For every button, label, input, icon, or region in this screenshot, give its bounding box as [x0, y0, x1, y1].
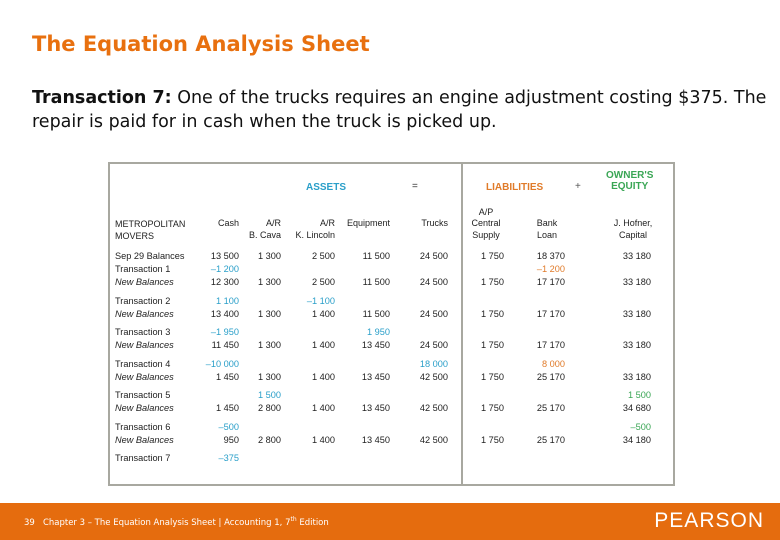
equals-sign: =	[412, 181, 418, 192]
assets-heading: ASSETS	[306, 182, 347, 193]
row-cell: –1 200	[536, 264, 565, 274]
row-cell: 13 450	[361, 434, 390, 445]
liabilities-heading: LIABILITIES	[486, 182, 544, 193]
row-cell: 25 170	[536, 403, 565, 413]
row-cell: 1 100	[216, 295, 239, 306]
row-cell: 24 500	[419, 251, 448, 261]
sheet-row	[110, 371, 673, 384]
row-cell: 950	[223, 434, 239, 445]
column-header-line: B. Cava	[248, 229, 281, 240]
column-header-line: Cash	[217, 218, 239, 228]
column-header-line: Capital	[618, 229, 647, 240]
row-cell: 42 500	[419, 403, 448, 413]
column-header	[330, 218, 390, 230]
row-label: Transaction 1	[115, 264, 171, 274]
row-label: New Balances	[115, 371, 174, 382]
transaction-group	[110, 295, 673, 321]
sheet-row	[110, 250, 673, 263]
footer-bar	[0, 503, 780, 540]
equity-line2: EQUITY	[611, 181, 649, 192]
sheet-row	[110, 402, 673, 415]
row-cell: 24 500	[419, 277, 448, 287]
footer-text2: Edition	[296, 517, 329, 528]
row-label: New Balances	[115, 277, 174, 287]
row-cell: 1 400	[312, 308, 335, 319]
row-cell: 1 500	[628, 390, 651, 400]
column-header	[603, 218, 663, 241]
equation-analysis-sheet	[108, 162, 675, 486]
transaction-group	[110, 452, 673, 465]
column-header-line: Trucks	[421, 218, 448, 228]
row-cell: 24 500	[419, 308, 448, 319]
row-cell: 17 170	[536, 308, 565, 319]
sheet-row	[110, 295, 673, 308]
page-number: 39	[24, 517, 35, 528]
column-header-line: J. Hofner,	[613, 218, 653, 228]
row-cell: 1 450	[216, 403, 239, 413]
footer-sup: th	[290, 516, 297, 523]
sheet-row	[110, 326, 673, 339]
column-header-line: A/R	[265, 218, 281, 228]
transaction-group	[110, 326, 673, 352]
owners-equity-heading	[606, 170, 653, 192]
row-cell: 1 400	[312, 340, 335, 350]
sheet-row	[110, 421, 673, 434]
column-header	[221, 218, 281, 241]
row-label: Transaction 2	[115, 295, 171, 306]
row-cell: 33 180	[622, 371, 651, 382]
row-cell: 1 400	[312, 434, 335, 445]
row-cell: 1 300	[258, 371, 281, 382]
row-cell: –500	[218, 421, 239, 432]
footer-caption	[24, 516, 329, 528]
sheet-row	[110, 389, 673, 402]
sheet-row	[110, 358, 673, 371]
row-cell: 11 450	[211, 340, 239, 350]
row-cell: 11 500	[362, 251, 390, 261]
row-label: Transaction 6	[115, 421, 171, 432]
transaction-label: Transaction 7:	[32, 88, 172, 108]
row-label: Transaction 7	[115, 453, 171, 463]
row-cell: 1 450	[216, 371, 239, 382]
transaction-group	[110, 358, 673, 384]
column-header	[388, 218, 448, 230]
row-cell: 1 300	[258, 308, 281, 319]
footer-text: Chapter 3 – The Equation Analysis Sheet | Accounting 1, 7	[42, 517, 291, 528]
row-cell: 42 500	[419, 371, 448, 382]
row-cell: 17 170	[536, 277, 565, 287]
sheet-row	[110, 308, 673, 321]
row-label: New Balances	[115, 434, 174, 445]
row-cell: 33 180	[622, 251, 651, 261]
row-label: Transaction 5	[115, 390, 171, 400]
row-cell: –1 950	[210, 327, 239, 337]
row-cell: 1 750	[481, 403, 504, 413]
column-header-line: Central	[471, 218, 501, 228]
row-label: Sep 29 Balances	[115, 251, 185, 261]
row-cell: 18 370	[536, 251, 565, 261]
column-header-line: K. Lincoln	[295, 229, 335, 240]
column-header-line: Bank	[536, 218, 558, 228]
row-cell: 1 300	[258, 251, 281, 261]
row-cell: 1 300	[258, 340, 281, 350]
row-cell: 42 500	[419, 434, 448, 445]
column-header	[517, 218, 577, 241]
row-cell: 2 500	[312, 251, 335, 261]
row-cell: 33 180	[622, 340, 651, 350]
row-cell: 1 750	[481, 251, 504, 261]
row-cell: 18 000	[419, 358, 448, 369]
column-header	[456, 207, 516, 242]
row-cell: 34 180	[622, 434, 651, 445]
row-cell: 8 000	[542, 358, 565, 369]
row-cell: 1 400	[312, 403, 335, 413]
row-cell: 1 750	[481, 340, 504, 350]
row-cell: 1 400	[312, 371, 335, 382]
pearson-logo: PEARSON	[654, 509, 764, 532]
row-cell: 25 170	[536, 434, 565, 445]
column-header-line: A/R	[319, 218, 335, 228]
column-header-line: A/P	[478, 206, 494, 217]
row-cell: 2 500	[312, 277, 335, 287]
row-label: New Balances	[115, 403, 174, 413]
sheet-row	[110, 434, 673, 447]
row-cell: 13 450	[361, 403, 390, 413]
row-cell: 2 800	[258, 434, 281, 445]
row-cell: –10 000	[205, 358, 239, 369]
row-cell: 12 300	[210, 277, 239, 287]
row-cell: 1 750	[481, 434, 504, 445]
equity-line1: OWNER'S	[606, 170, 654, 181]
row-cell: –1 200	[210, 264, 239, 274]
transaction-description	[32, 86, 772, 134]
row-cell: 1 750	[481, 277, 504, 287]
row-label: Transaction 4	[115, 358, 171, 369]
sheet-rows	[110, 250, 673, 471]
column-header	[275, 218, 335, 241]
transaction-group	[110, 250, 673, 289]
transaction-group	[110, 421, 673, 447]
plus-sign: +	[575, 181, 581, 192]
row-cell: 13 400	[210, 308, 239, 319]
row-cell: –1 100	[306, 295, 335, 306]
row-cell: 1 750	[481, 371, 504, 382]
transaction-text: One of the trucks requires an engine adjustment costing $375. The repair is paid for in cash when the truck is picked up.	[32, 88, 767, 132]
row-cell: 17 170	[536, 340, 565, 350]
row-cell: 1 750	[481, 308, 504, 319]
row-cell: 1 500	[258, 390, 281, 400]
row-cell: 25 170	[536, 371, 565, 382]
slide-title: The Equation Analysis Sheet	[32, 32, 370, 56]
column-header-line: Equipment	[346, 218, 390, 228]
sheet-row	[110, 263, 673, 276]
row-cell: 34 680	[622, 403, 651, 413]
row-cell: 11 500	[362, 277, 390, 287]
column-header-line: Supply	[472, 229, 500, 240]
row-cell: 1 300	[258, 277, 281, 287]
company-line2: MOVERS	[115, 230, 155, 241]
sheet-row	[110, 339, 673, 352]
sheet-row	[110, 452, 673, 465]
row-cell: 33 180	[622, 308, 651, 319]
row-cell: 1 950	[367, 327, 390, 337]
company-name	[115, 219, 185, 242]
row-label: New Balances	[115, 308, 174, 319]
row-cell: –500	[630, 421, 651, 432]
row-label: Transaction 3	[115, 327, 171, 337]
row-cell: 33 180	[622, 277, 651, 287]
row-cell: –375	[218, 453, 239, 463]
transaction-group	[110, 389, 673, 415]
company-line1: METROPOLITAN	[115, 219, 186, 229]
column-header-line: Loan	[536, 229, 558, 240]
sheet-row	[110, 276, 673, 289]
row-cell: 13 450	[361, 340, 390, 350]
row-cell: 11 500	[362, 308, 390, 319]
row-cell: 13 450	[361, 371, 390, 382]
row-cell: 24 500	[419, 340, 448, 350]
row-cell: 2 800	[258, 403, 281, 413]
row-label: New Balances	[115, 340, 174, 350]
row-cell: 13 500	[210, 251, 239, 261]
